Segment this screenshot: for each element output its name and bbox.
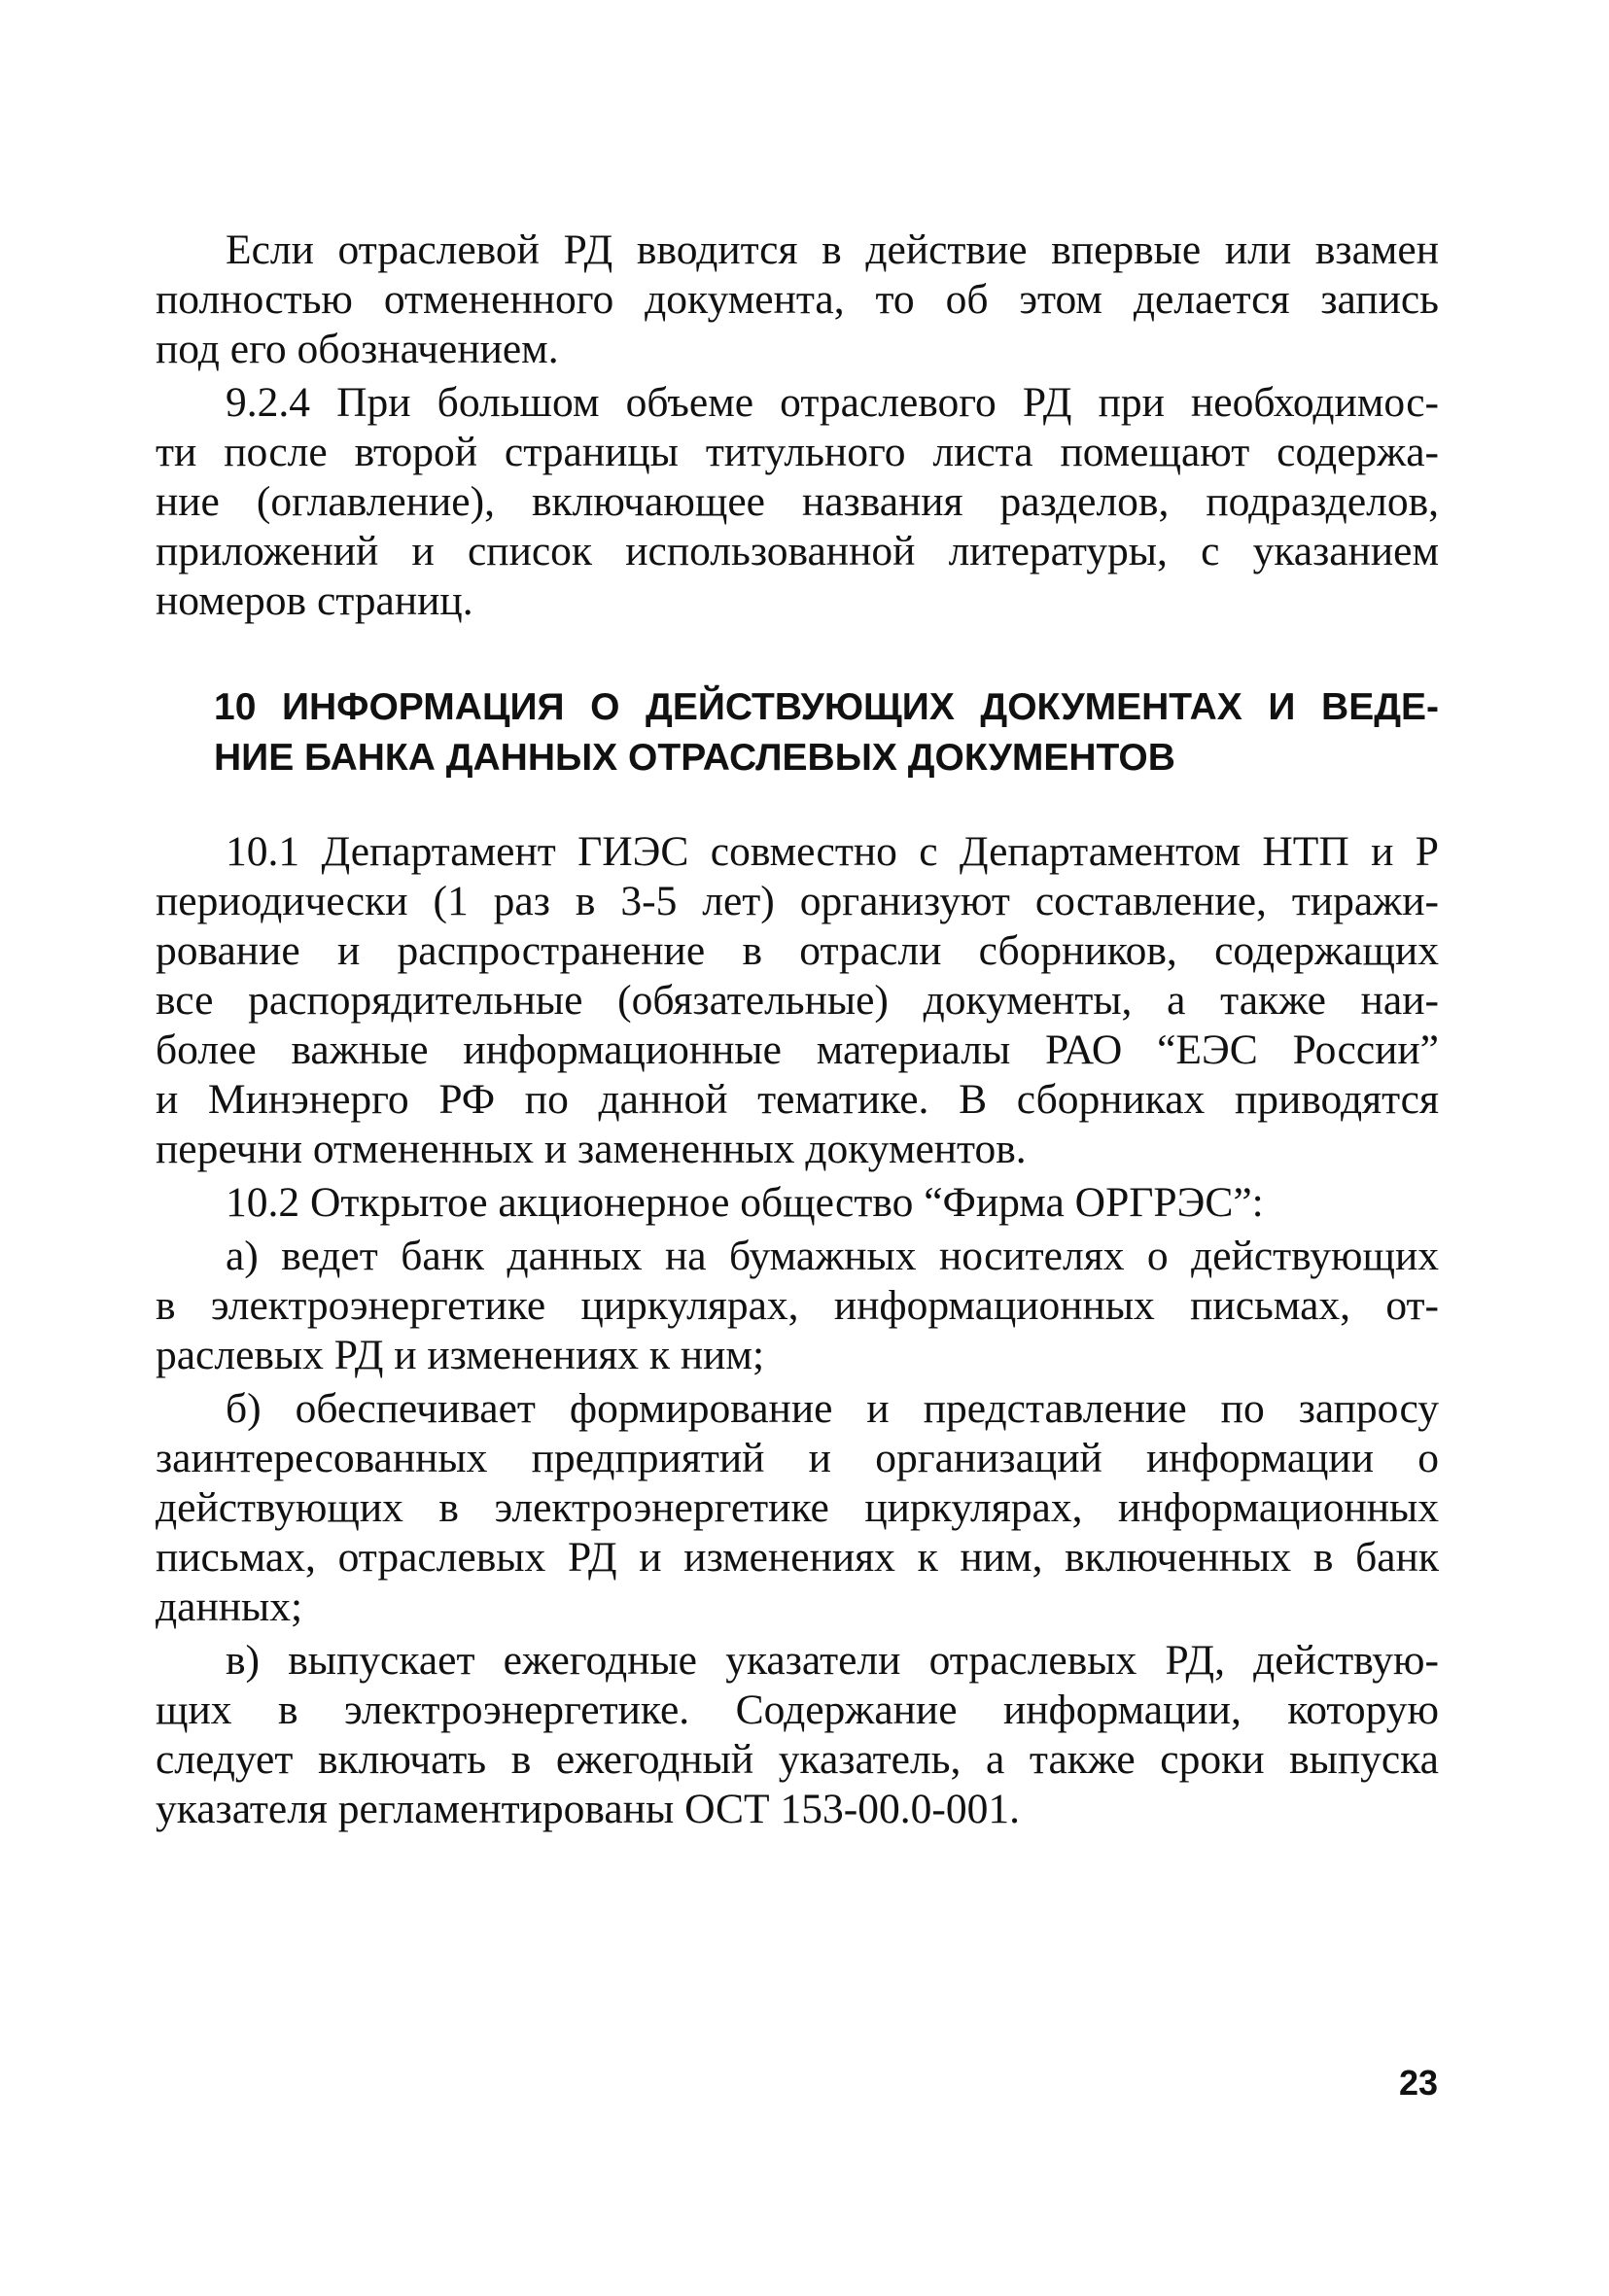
text-line: 9.2.4 При большом объеме отраслевого РД при необходимос- bbox=[226, 379, 1439, 426]
text-line: приложений и список использованной литературы, с указанием bbox=[156, 528, 1439, 574]
text-line: 10.2 Открытое акционерное общество “Фирма ОРГРЭС”: bbox=[226, 1179, 1264, 1226]
text-line: все распорядительные (обязательные) документы, а также наи- bbox=[156, 977, 1439, 1024]
text-line: данных; bbox=[156, 1583, 303, 1630]
clause-10-1 bbox=[156, 827, 1439, 1174]
text-line: полностью отмененного документа, то об этом делается запись bbox=[156, 276, 1439, 323]
list-item-v bbox=[156, 1636, 1439, 1834]
page-number: 23 bbox=[1398, 2063, 1438, 2103]
text-line: письмах, отраслевых РД и изменениях к ним, включенных в банк bbox=[156, 1534, 1439, 1581]
list-item-b bbox=[156, 1384, 1439, 1632]
section-10-heading bbox=[156, 682, 1439, 783]
text-line: в электроэнергетике циркулярах, информационных письмах, от- bbox=[156, 1282, 1439, 1329]
text-line: б) обеспечивает формирование и представление по запросу bbox=[226, 1385, 1439, 1432]
text-line: в) выпускает ежегодные указатели отраслевых РД, действую- bbox=[226, 1637, 1439, 1684]
text-line: перечни отмененных и замененных документов. bbox=[156, 1126, 1027, 1172]
text-line: ти после второй страницы титульного листа помещают содержа- bbox=[156, 429, 1439, 475]
intro-paragraph bbox=[156, 226, 1439, 374]
text-line: более важные информационные материалы РАО “ЕЭС России” bbox=[156, 1026, 1439, 1073]
text-line: действующих в электроэнергетике циркулярах, информационных bbox=[156, 1484, 1439, 1531]
text-line: заинтересованных предприятий и организаций информации о bbox=[156, 1435, 1439, 1481]
text-line: рование и распространение в отрасли сборников, содержащих bbox=[156, 927, 1439, 974]
text-line: периодически (1 раз в 3-5 лет) организуют составление, тиражи- bbox=[156, 878, 1439, 924]
text-line: 10.1 Департамент ГИЭС совместно с Департаментом НТП и Р bbox=[226, 828, 1439, 875]
text-line: а) ведет банк данных на бумажных носителях о действующих bbox=[226, 1233, 1439, 1279]
text-line: следует включать в ежегодный указатель, а также сроки выпуска bbox=[156, 1736, 1439, 1783]
text-line: щих в электроэнергетике. Содержание информации, которую bbox=[156, 1687, 1439, 1733]
heading-line: НИЕ БАНКА ДАННЫХ ОТРАСЛЕВЫХ ДОКУМЕНТОВ bbox=[214, 737, 1175, 779]
text-line: указателя регламентированы ОСТ 153-00.0-001. bbox=[156, 1786, 1020, 1832]
clause-9-2-4 bbox=[156, 378, 1439, 626]
text-line: и Минэнерго РФ по данной тематике. В сборниках приводятся bbox=[156, 1076, 1439, 1123]
heading-line: 10 ИНФОРМАЦИЯ О ДЕЙСТВУЮЩИХ ДОКУМЕНТАХ И ВЕДЕ- bbox=[214, 686, 1439, 728]
text-line: Если отраслевой РД вводится в действие впервые или взамен bbox=[226, 226, 1439, 273]
text-line: номеров страниц. bbox=[156, 577, 473, 624]
text-line: раслевых РД и изменениях к ним; bbox=[156, 1332, 765, 1378]
text-line: ние (оглавление), включающее названия разделов, подразделов, bbox=[156, 478, 1439, 525]
text-line: под его обозначением. bbox=[156, 326, 559, 372]
document-page bbox=[156, 226, 1439, 1834]
list-item-a bbox=[156, 1232, 1439, 1380]
clause-10-2 bbox=[156, 1178, 1439, 1228]
